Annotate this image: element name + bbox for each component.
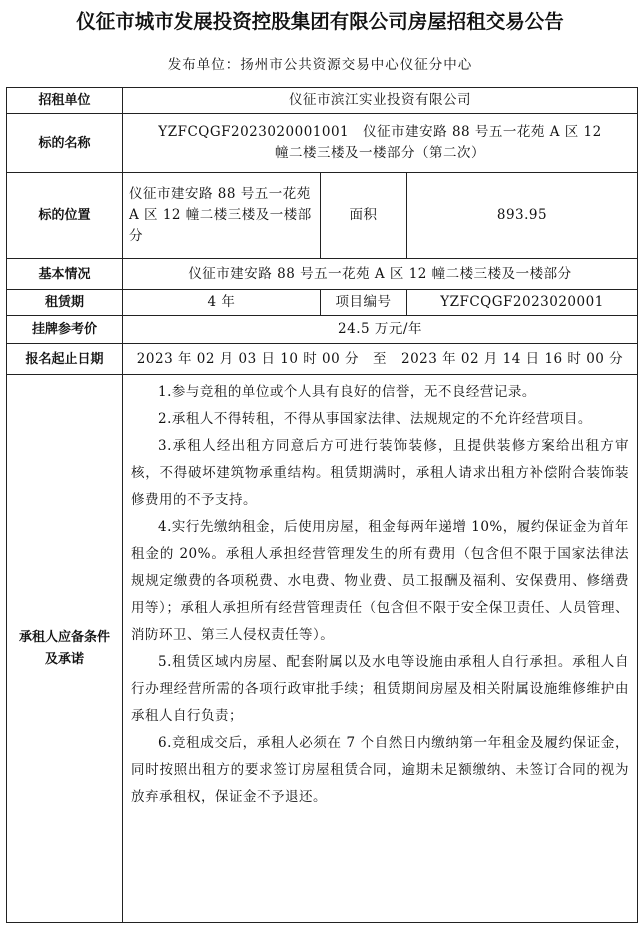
project-value: YZFCQGF2023020001 [407, 290, 638, 316]
area-label: 面积 [321, 173, 407, 259]
conditions-content [123, 375, 638, 923]
condition-item: 2.承租人不得转租，不得从事国家法律、法规规定的不允许经营项目。 [158, 411, 592, 427]
term-label: 租赁期 [7, 290, 123, 316]
row-dates [7, 344, 638, 375]
lessor-value: 仪征市滨江实业投资有限公司 [123, 88, 638, 114]
price-label: 挂牌参考价 [7, 316, 123, 344]
dates-label: 报名起止日期 [7, 344, 123, 375]
page-title: 仪征市城市发展投资控股集团有限公司房屋招租交易公告 [76, 10, 564, 33]
lessor-label: 招租单位 [7, 88, 123, 114]
row-conditions [7, 375, 638, 923]
dates-value: 2023 年 02 月 03 日 10 时 00 分 至 2023 年 02 月 14 日 16 时 00 分 [123, 344, 638, 375]
publisher-line: 发布单位：扬州市公共资源交易中心仪征分中心 [167, 57, 473, 73]
row-term [7, 290, 638, 316]
condition-item: 5.租赁区域内房屋、配套附属以及水电等设施由承租人自行承担。承租人自行办理经营所需的各项行政审批手续；租赁期间房屋及相关附属设施维修维护由承租人自行负责； [131, 654, 629, 724]
target-name-label: 标的名称 [7, 114, 123, 173]
conditions-label [7, 375, 123, 923]
announcement-table [6, 87, 638, 923]
condition-item: 4.实行先缴纳租金，后使用房屋，租金每两年递增 10%，履约保证金为首年租金的 20%。承租人承担经营管理发生的所有费用（包含但不限于国家法律法规规定缴费的各项税费、水电费、物业费、员工报酬及福利、安保费用、修缮费用等）；承租人承担所有经营管理责任（包含但不限于安全保卫责任、人员管理、消防环卫、第三人侵权责任等）。 [131, 519, 629, 643]
target-name-value: YZFCQGF2023020001001 仪征市建安路 88 号五一花苑 A 区 12 幢二楼三楼及一楼部分（第二次） [123, 114, 638, 173]
conditions-label-line2: 及承诺 [44, 651, 84, 667]
project-label: 项目编号 [321, 290, 407, 316]
row-target-name [7, 114, 638, 173]
row-location [7, 173, 638, 259]
condition-item: 6.竞租成交后，承租人必须在 7 个自然日内缴纳第一年租金及履约保证金，同时按照出租方的要求签订房屋租赁合同，逾期未足额缴纳、未签订合同的视为放弃承租权，保证金不予退还。 [131, 735, 629, 805]
basic-label: 基本情况 [7, 259, 123, 290]
condition-item: 3.承租人经出租方同意后方可进行装饰装修，且提供装修方案给出租方审核，不得破坏建筑物承重结构。租赁期满时，承租人请求出租方补偿附合装饰装修费用的不予支持。 [131, 438, 629, 508]
location-label: 标的位置 [7, 173, 123, 259]
basic-value: 仪征市建安路 88 号五一花苑 A 区 12 幢二楼三楼及一楼部分 [123, 259, 638, 290]
price-value: 24.5 万元/年 [123, 316, 638, 344]
conditions-label-line1: 承租人应备条件 [18, 629, 110, 645]
row-basic [7, 259, 638, 290]
location-value: 仪征市建安路 88 号五一花苑 A 区 12 幢二楼三楼及一楼部分 [123, 173, 321, 259]
area-value: 893.95 [407, 173, 638, 259]
term-value: 4 年 [123, 290, 321, 316]
condition-item: 1.参与竞租的单位或个人具有良好的信誉，无不良经营记录。 [158, 384, 536, 400]
row-lessor [7, 88, 638, 114]
row-price [7, 316, 638, 344]
